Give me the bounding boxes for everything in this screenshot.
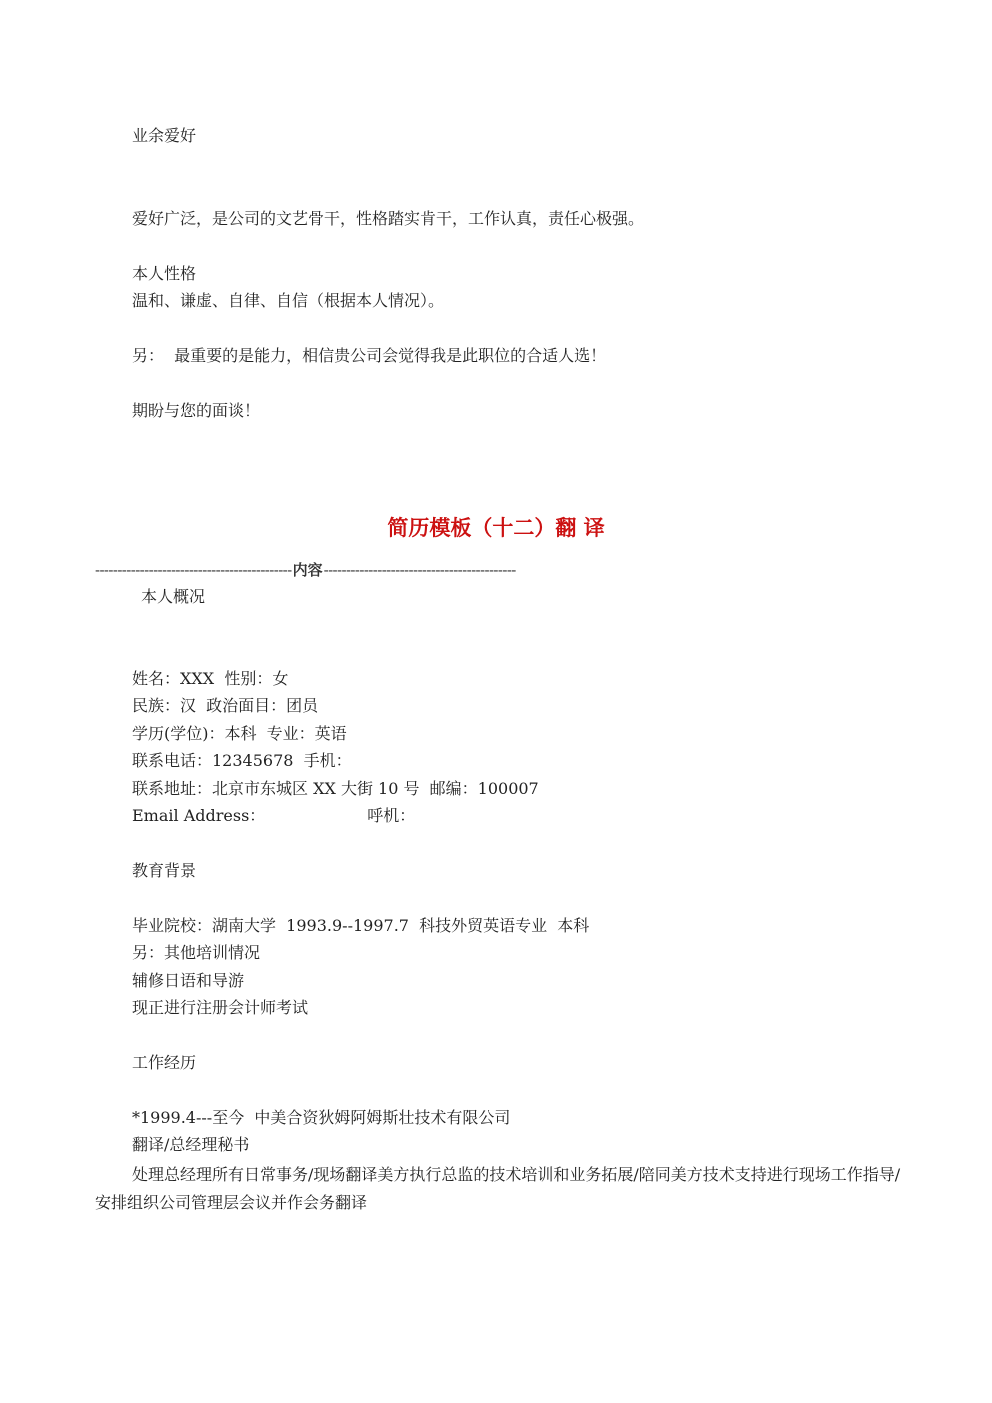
divider-left: -------------------------------------------- — [95, 561, 292, 579]
profile-line-name: 姓名：XXX 性别：女 — [132, 669, 289, 688]
work-heading: 工作经历 — [132, 1053, 197, 1072]
profile-heading: 本人概况 — [141, 587, 206, 606]
hobbies-heading: 业余爱好 — [132, 126, 197, 145]
pager-label: 呼机： — [367, 806, 416, 825]
work-line-company: *1999.4---至今 中美合资狄姆阿姆斯壮技术有限公司 — [132, 1108, 511, 1127]
content-divider — [95, 560, 516, 580]
work-line-position: 翻译/总经理秘书 — [132, 1135, 250, 1154]
divider-label: 内容 — [292, 561, 323, 579]
closing-text: 期盼与您的面谈！ — [132, 401, 261, 420]
divider-right: ------------------------------------------- — [323, 561, 516, 579]
personality-heading: 本人性格 — [132, 264, 197, 283]
profile-line-address: 联系地址：北京市东城区 XX 大街 10 号 邮编：100007 — [132, 779, 539, 798]
note-text: 另： 最重要的是能力，相信贵公司会觉得我是此职位的合适人选！ — [132, 346, 607, 365]
education-line-exam: 现正进行注册会计师考试 — [132, 998, 309, 1017]
hobbies-text: 爱好广泛，是公司的文艺骨干，性格踏实肯干，工作认真，责任心极强。 — [132, 209, 645, 228]
profile-line-phone: 联系电话：12345678 手机： — [132, 751, 352, 770]
resume-title: 简历模板（十二）翻 译 — [387, 515, 605, 540]
work-description: 处理总经理所有日常事务/现场翻译美方执行总监的技术培训和业务拓展/陪同美方技术支持进行现场工作指导/安排组织公司管理层会议并作会务翻译 — [95, 1165, 901, 1212]
email-label: Email Address： — [132, 806, 266, 825]
education-line-training: 另：其他培训情况 — [132, 943, 261, 962]
personality-text: 温和、谦虚、自律、自信（根据本人情况）。 — [132, 291, 445, 310]
education-line-minor: 辅修日语和导游 — [132, 971, 245, 990]
profile-line-contact — [132, 806, 415, 826]
profile-line-ethnicity: 民族：汉 政治面目：团员 — [132, 696, 319, 715]
education-line-school: 毕业院校：湖南大学 1993.9--1997.7 科技外贸英语专业 本科 — [132, 916, 590, 935]
profile-line-degree: 学历(学位)：本科 专业：英语 — [132, 724, 347, 743]
education-heading: 教育背景 — [132, 861, 197, 880]
